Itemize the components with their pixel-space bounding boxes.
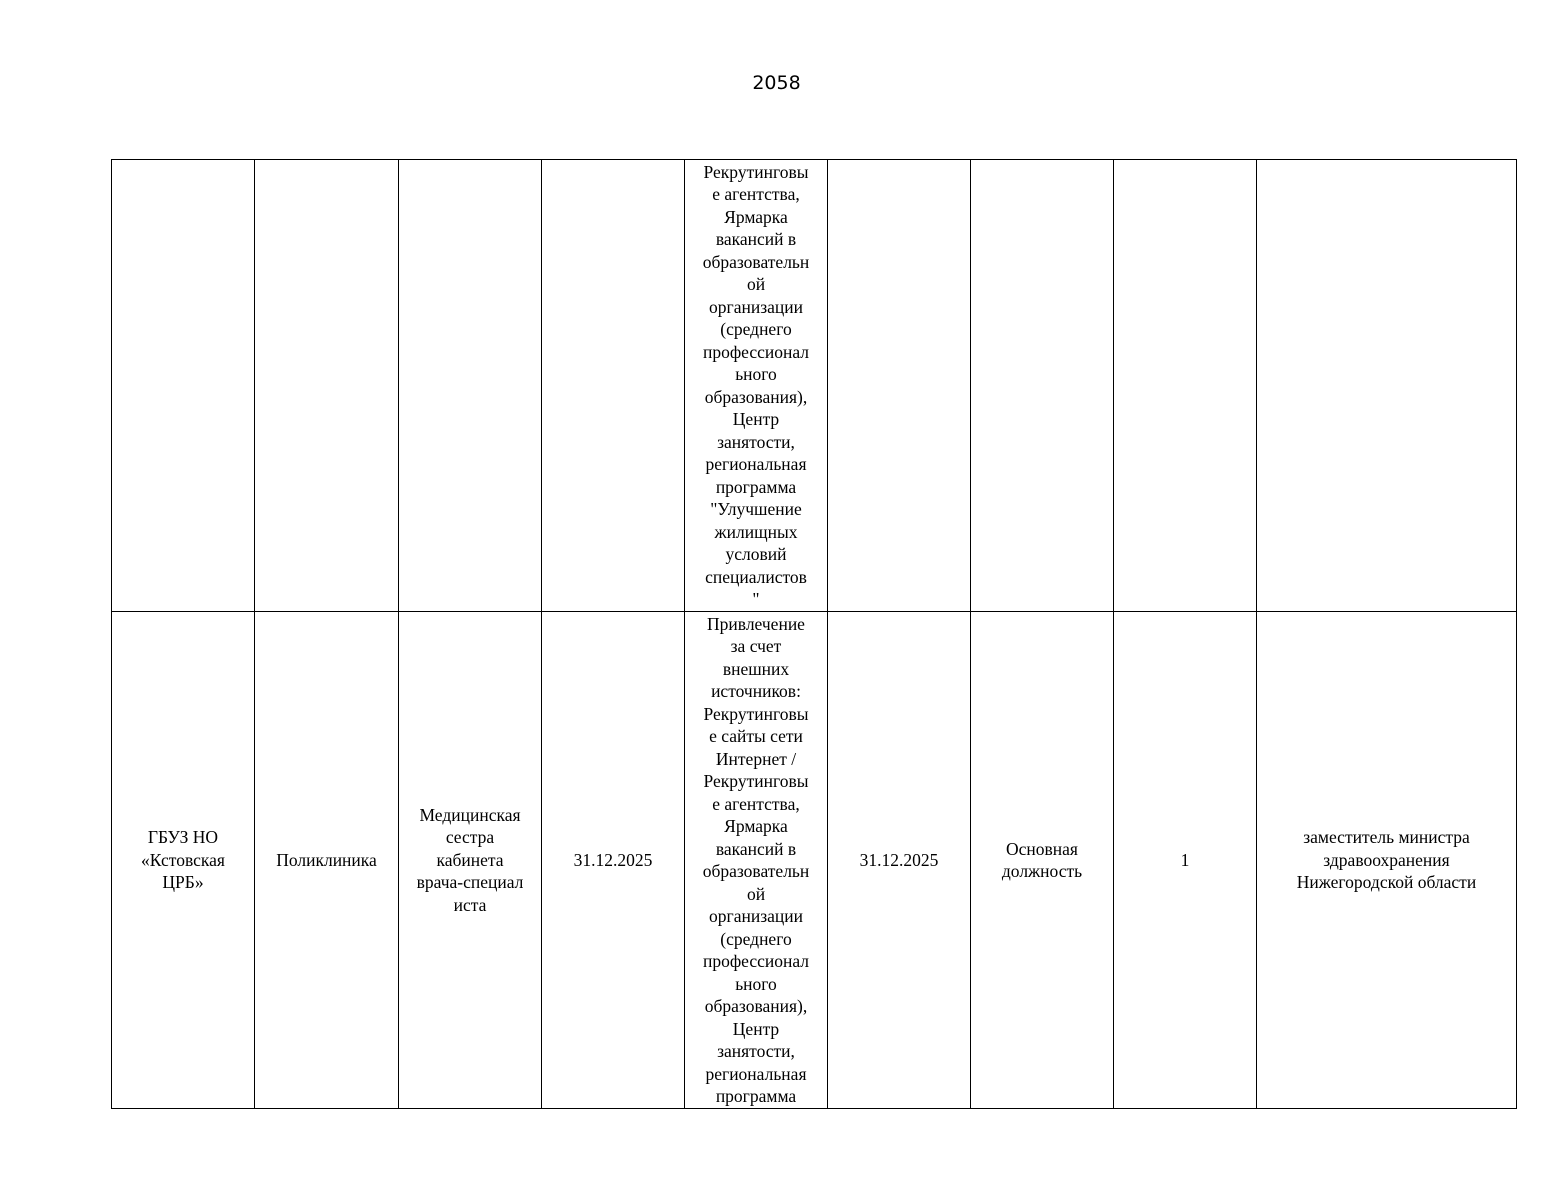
page-number: 2058 xyxy=(752,72,801,94)
end-date-cell xyxy=(828,160,971,612)
department-cell: Поликлиника xyxy=(255,612,399,1109)
position-cell: Медицинская сестра кабинета врача-специал иста xyxy=(399,612,542,1109)
table-row xyxy=(112,160,1517,612)
organization-cell xyxy=(112,160,255,612)
responsible-cell xyxy=(1257,160,1517,612)
count-cell: 1 xyxy=(1114,612,1257,1109)
organization-cell: ГБУЗ НО «Кстовская ЦРБ» xyxy=(112,612,255,1109)
staffing-table xyxy=(111,159,1517,1109)
start-date-cell xyxy=(542,160,685,612)
recruitment-methods-cell: Рекрутинговы е агентства, Ярмарка вакансий в образовательн ой организации (среднего профессионал ьного образования), Центр занятости, региональная программа "Улучшение жилищных условий специалистов " xyxy=(685,160,828,612)
recruitment-methods-cell: Привлечение за счет внешних источников: Рекрутинговы е сайты сети Интернет / Рекрутинговы е агентства, Ярмарка вакансий в образовательн ой организации (среднего профессионал ьного образования), Центр занятости, региональная программа xyxy=(685,612,828,1109)
table-row xyxy=(112,612,1517,1109)
employment-type-cell xyxy=(971,160,1114,612)
end-date-cell: 31.12.2025 xyxy=(828,612,971,1109)
department-cell xyxy=(255,160,399,612)
responsible-cell: заместитель министра здравоохранения Нижегородской области xyxy=(1257,612,1517,1109)
start-date-cell: 31.12.2025 xyxy=(542,612,685,1109)
employment-type-cell: Основная должность xyxy=(971,612,1114,1109)
position-cell xyxy=(399,160,542,612)
count-cell xyxy=(1114,160,1257,612)
